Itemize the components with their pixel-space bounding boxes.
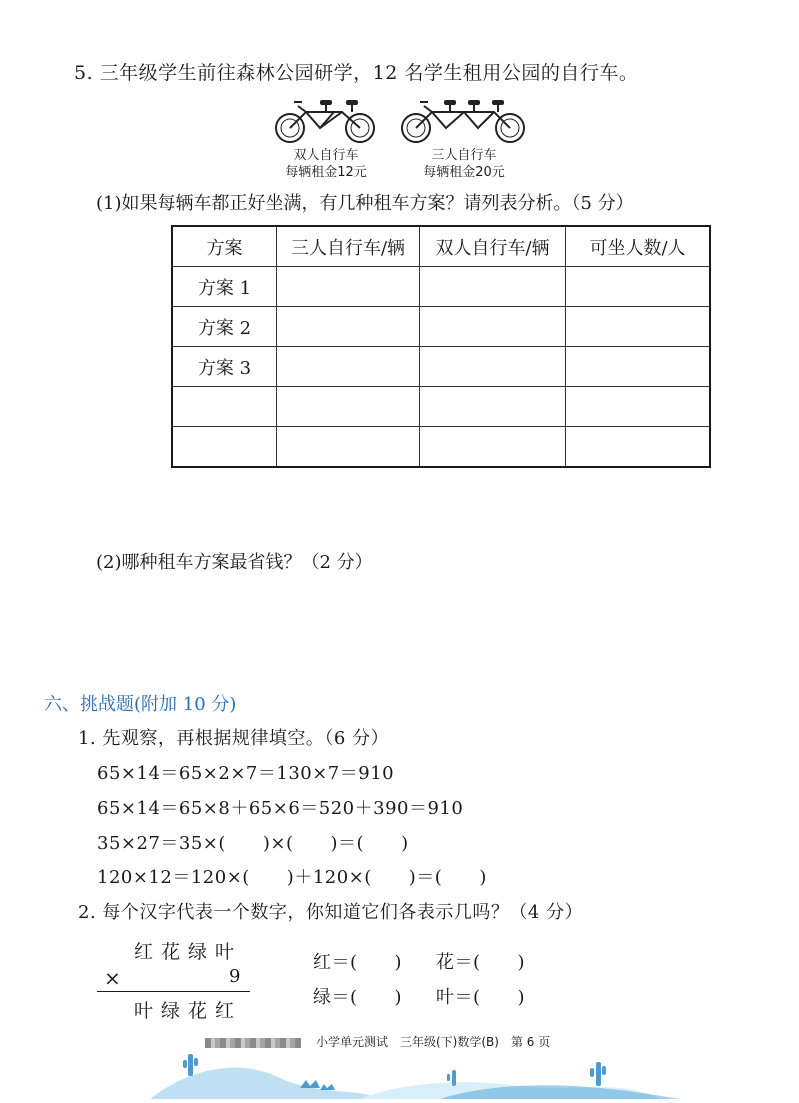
- bike-caption-two-seat: [276, 147, 376, 181]
- table-cell[interactable]: [420, 267, 566, 307]
- table-cell[interactable]: [277, 347, 420, 387]
- pattern-line: 65×14＝65×2×7＝130×7＝910: [97, 763, 395, 784]
- table-cell[interactable]: [566, 267, 711, 307]
- multiply-sign: ×: [104, 966, 121, 990]
- table-cell[interactable]: [566, 347, 711, 387]
- tandem-bike-two-seat-image: [272, 92, 378, 144]
- table-cell[interactable]: [566, 307, 711, 347]
- table-cell[interactable]: [277, 427, 420, 468]
- table-header-cell: 可坐人数/人: [566, 226, 711, 267]
- footer-landscape-decoration: [0, 1048, 799, 1099]
- puzzle-rule-line: [97, 991, 250, 992]
- table-cell: 方案 2: [172, 307, 277, 347]
- table-header-cell: 三人自行车/辆: [277, 226, 420, 267]
- footer-page-label: 小学单元测试 三年级(下)数学(B) 第 6 页: [316, 1035, 551, 1049]
- question-5-part-1: (1)如果每辆车都正好坐满，有几种租车方案？请列表分析。（5 分）: [96, 193, 634, 214]
- table-header-cell: 双人自行车/辆: [420, 226, 566, 267]
- blurred-watermark: [205, 1038, 301, 1048]
- table-cell[interactable]: [172, 427, 277, 468]
- table-header-cell: 方案: [172, 226, 277, 267]
- question-5-title: 5. 三年级学生前往森林公园研学，12 名学生租用公园的自行车。: [74, 62, 639, 84]
- table-cell: 方案 3: [172, 347, 277, 387]
- pattern-line: 65×14＝65×8＋65×6＝520＋390＝910: [97, 798, 464, 819]
- fill-blank-line[interactable]: 35×27＝35×( )×( )＝( ): [97, 833, 409, 854]
- answer-red[interactable]: 红＝( ): [313, 952, 403, 973]
- fill-blank-line[interactable]: 120×12＝120×( )＋120×( )＝( ): [97, 867, 487, 888]
- table-cell[interactable]: [420, 387, 566, 427]
- table-row: [172, 267, 710, 307]
- table-cell[interactable]: [172, 387, 277, 427]
- table-header-row: [172, 226, 710, 267]
- answer-leaf[interactable]: 叶＝( ): [436, 987, 526, 1008]
- bike-caption-three-seat: [412, 147, 516, 181]
- table-cell: 方案 1: [172, 267, 277, 307]
- bike-price: 每辆租金20元: [423, 165, 505, 180]
- bike-name: 双人自行车: [293, 148, 359, 163]
- table-cell[interactable]: [420, 307, 566, 347]
- table-cell[interactable]: [566, 427, 711, 468]
- puzzle-multiplier: 9: [229, 966, 241, 987]
- table-cell[interactable]: [277, 307, 420, 347]
- section-6-heading: 六、挑战题(附加 10 分): [44, 694, 237, 715]
- bike-name: 三人自行车: [431, 148, 497, 163]
- table-row: [172, 427, 710, 468]
- challenge-q2-title: 2. 每个汉字代表一个数字，你知道它们各表示几吗？（4 分）: [78, 902, 584, 923]
- puzzle-result-row: 叶绿花红: [134, 1000, 243, 1022]
- table-row: [172, 307, 710, 347]
- table-cell[interactable]: [420, 427, 566, 468]
- question-5-part-2: (2)哪种租车方案最省钱？（2 分）: [96, 552, 373, 573]
- table-cell[interactable]: [420, 347, 566, 387]
- challenge-q1-title: 1. 先观察，再根据规律填空。（6 分）: [78, 728, 390, 749]
- table-row: [172, 347, 710, 387]
- tandem-bike-three-seat-image: [398, 92, 528, 144]
- bike-price: 每辆租金12元: [285, 165, 367, 180]
- puzzle-top-row: 红花绿叶: [134, 941, 243, 963]
- table-cell[interactable]: [566, 387, 711, 427]
- rental-plan-table: [171, 225, 711, 468]
- answer-green[interactable]: 绿＝( ): [313, 987, 403, 1008]
- answer-flower[interactable]: 花＝( ): [436, 952, 526, 973]
- table-cell[interactable]: [277, 267, 420, 307]
- table-cell[interactable]: [277, 387, 420, 427]
- table-row: [172, 387, 710, 427]
